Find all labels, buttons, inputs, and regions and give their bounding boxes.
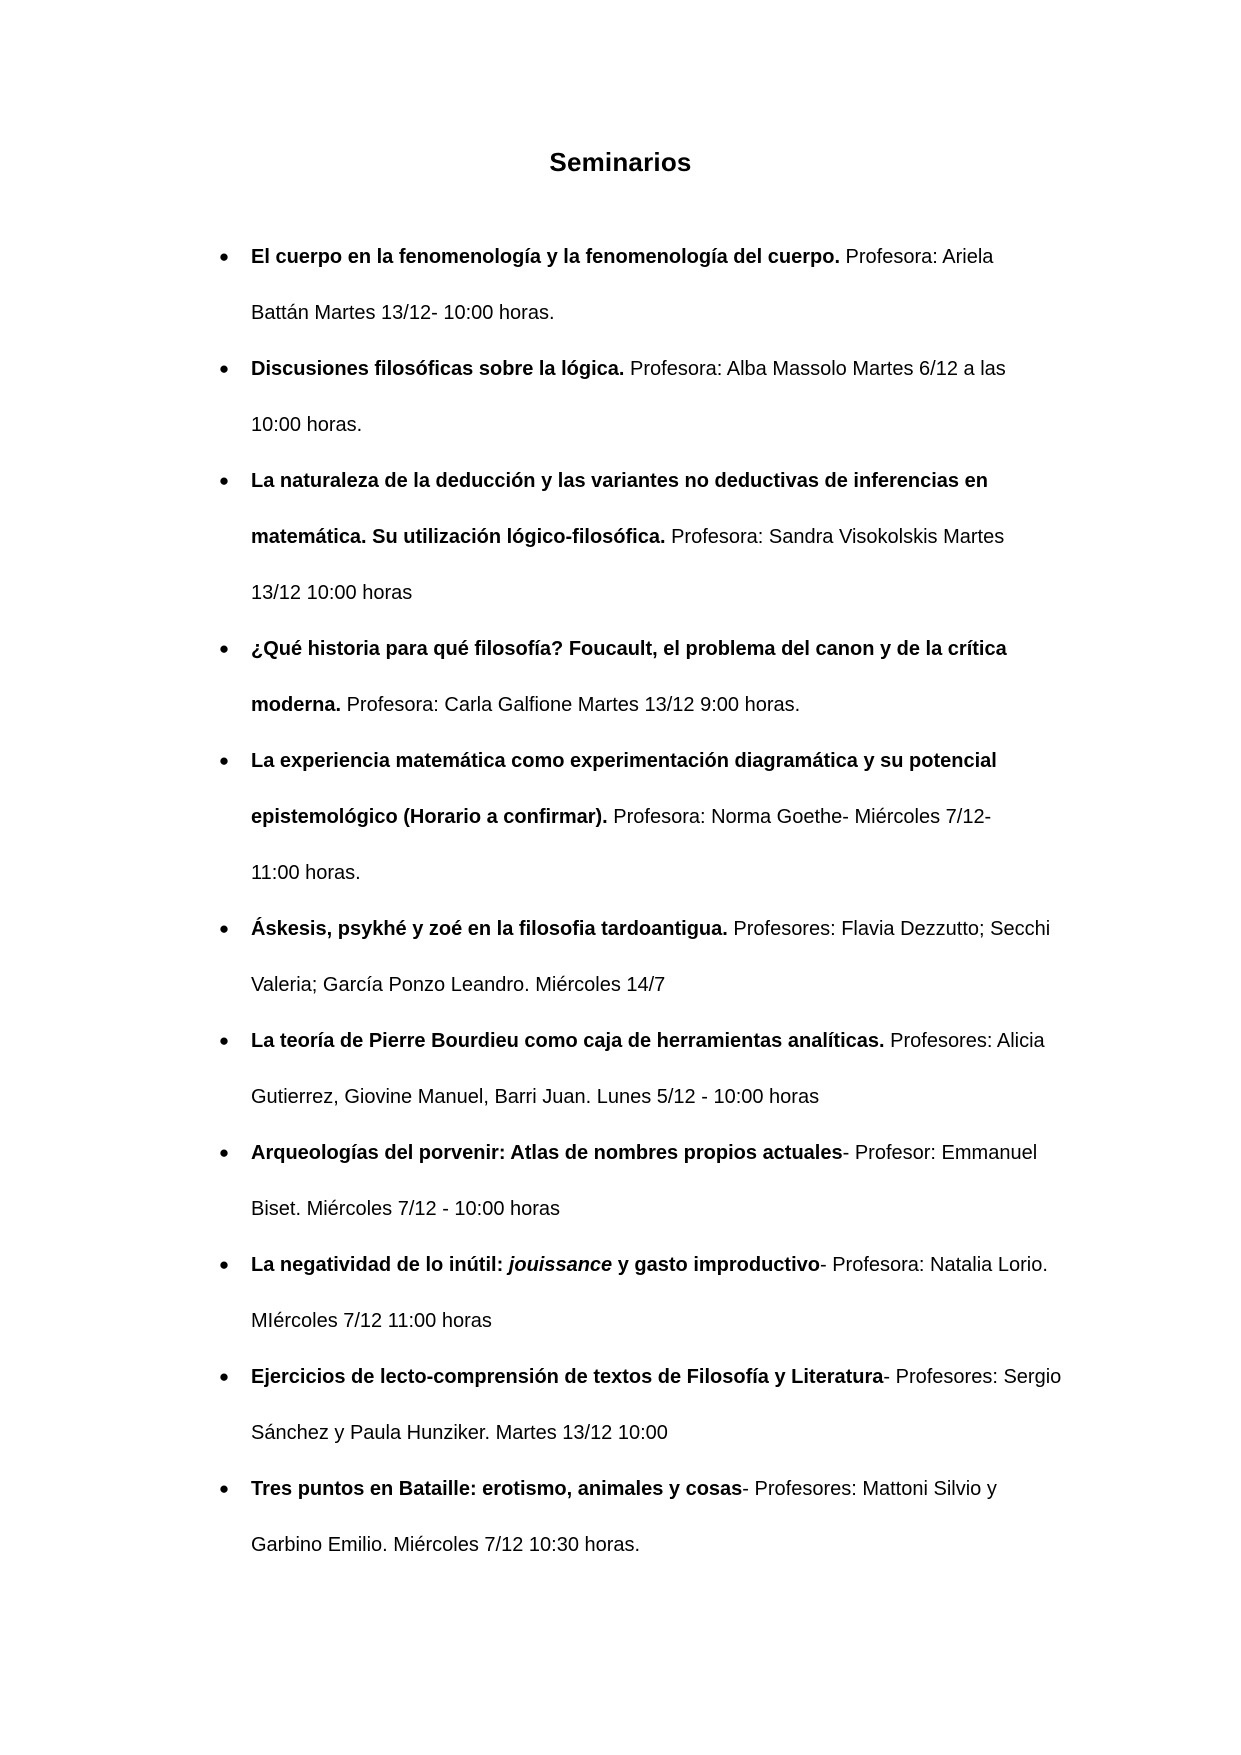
- seminar-line: [251, 285, 1241, 341]
- seminar-title-text: y gasto improductivo: [612, 1254, 820, 1276]
- seminar-detail-text: Profesora: Alba Massolo Martes 6/12 a las: [624, 358, 1006, 380]
- bullet-icon: ●: [218, 1479, 230, 1498]
- seminar-title-text: La teoría de Pierre Bourdieu como caja de herramientas analíticas.: [251, 1030, 885, 1052]
- bullet-icon: ●: [218, 471, 230, 490]
- seminar-line: [251, 341, 1241, 397]
- seminar-title-text: ¿Qué historia para qué filosofía? Foucault, el problema del canon y de la crítica: [251, 638, 1007, 660]
- seminar-detail-text: Profesora: Ariela: [840, 246, 994, 268]
- seminar-detail-text: 11:00 horas.: [251, 862, 361, 884]
- seminar-line: [251, 621, 1241, 677]
- seminar-title-text: Áskesis, psykhé y zoé en la filosofia tardoantigua.: [251, 918, 728, 940]
- page-title: Seminarios: [549, 147, 692, 177]
- seminar-item: [0, 1125, 1241, 1237]
- seminar-line: [251, 509, 1241, 565]
- seminar-detail-text: 13/12 10:00 horas: [251, 582, 413, 604]
- seminar-title-text: La experiencia matemática como experimentación diagramática y su potencial: [251, 750, 997, 772]
- seminar-detail-text: MIércoles 7/12 11:00 horas: [251, 1310, 492, 1332]
- seminar-item: [0, 453, 1241, 621]
- seminar-item: [0, 1237, 1241, 1349]
- seminar-line: [251, 565, 1241, 621]
- seminar-line: [251, 453, 1241, 509]
- seminar-line: [251, 1125, 1241, 1181]
- seminar-detail-text: Sánchez y Paula Hunziker. Martes 13/12 10:00: [251, 1422, 668, 1444]
- seminar-detail-text: Gutierrez, Giovine Manuel, Barri Juan. Lunes 5/12 - 10:00 horas: [251, 1086, 820, 1108]
- seminar-line: [251, 397, 1241, 453]
- bullet-icon: ●: [218, 1255, 230, 1274]
- seminar-detail-text: Garbino Emilio. Miércoles 7/12 10:30 horas.: [251, 1534, 641, 1556]
- bullet-icon: ●: [218, 247, 230, 266]
- seminar-line: [251, 901, 1241, 957]
- bullet-icon: ●: [218, 1031, 230, 1050]
- seminar-line: [251, 1069, 1241, 1125]
- seminar-title-text: La naturaleza de la deducción y las variantes no deductivas de inferencias en: [251, 470, 988, 492]
- seminar-title-text: Tres puntos en Bataille: erotismo, animales y cosas: [251, 1478, 743, 1500]
- seminar-line: [251, 957, 1241, 1013]
- seminar-detail-text: - Profesor: Emmanuel: [842, 1142, 1038, 1164]
- seminar-item: [0, 341, 1241, 453]
- seminar-line: [251, 1517, 1241, 1573]
- bullet-icon: ●: [218, 359, 230, 378]
- seminar-detail-text: Profesores: Flavia Dezzutto; Secchi: [727, 918, 1051, 940]
- bullet-icon: ●: [218, 751, 230, 770]
- seminar-item: [0, 1349, 1241, 1461]
- seminar-detail-text: - Profesores: Sergio: [883, 1366, 1062, 1388]
- seminar-item: [0, 1013, 1241, 1125]
- seminar-line: [251, 1181, 1241, 1237]
- seminar-detail-text: - Profesora: Natalia Lorio.: [820, 1254, 1048, 1276]
- bullet-icon: ●: [218, 919, 230, 938]
- seminar-detail-text: Profesora: Carla Galfione Martes 13/12 9:00 horas.: [341, 694, 801, 716]
- seminar-line: [251, 229, 1241, 285]
- seminar-detail-text: - Profesores: Mattoni Silvio y: [742, 1478, 997, 1500]
- seminar-detail-text: Profesora: Sandra Visokolskis Martes: [665, 526, 1005, 548]
- seminar-line: [251, 1293, 1241, 1349]
- seminar-detail-text: Valeria; García Ponzo Leandro. Miércoles 14/7: [251, 974, 666, 996]
- seminar-detail-text: 10:00 horas.: [251, 414, 363, 436]
- seminar-item: [0, 229, 1241, 341]
- seminar-detail-text: Biset. Miércoles 7/12 - 10:00 horas: [251, 1198, 561, 1220]
- seminar-title-text: La negatividad de lo inútil:: [251, 1254, 509, 1276]
- bullet-icon: ●: [218, 1367, 230, 1386]
- seminar-line: [251, 733, 1241, 789]
- seminar-item: [0, 733, 1241, 901]
- seminar-line: [251, 845, 1241, 901]
- seminar-item: [0, 901, 1241, 1013]
- seminar-title-text: matemática. Su utilización lógico-filosófica.: [251, 526, 666, 548]
- seminar-title-text: moderna.: [251, 694, 342, 716]
- seminar-title-italic-text: jouissance: [508, 1254, 613, 1276]
- seminar-title-text: El cuerpo en la fenomenología y la fenomenología del cuerpo.: [251, 246, 840, 268]
- seminar-line: [251, 1237, 1241, 1293]
- seminar-line: [251, 1013, 1241, 1069]
- seminar-line: [251, 789, 1241, 845]
- seminar-line: [251, 1461, 1241, 1517]
- bullet-icon: ●: [218, 1143, 230, 1162]
- seminar-title-text: Ejercicios de lecto-comprensión de textos de Filosofía y Literatura: [251, 1366, 884, 1388]
- bullet-icon: ●: [218, 639, 230, 658]
- seminar-line: [251, 1349, 1241, 1405]
- seminar-detail-text: Profesora: Norma Goethe- Miércoles 7/12-: [607, 806, 992, 828]
- seminar-list: [0, 229, 1241, 1573]
- seminar-title-text: Discusiones filosóficas sobre la lógica.: [251, 358, 625, 380]
- seminar-item: [0, 621, 1241, 733]
- seminar-detail-text: Battán Martes 13/12- 10:00 horas.: [251, 302, 555, 324]
- seminar-detail-text: Profesores: Alicia: [884, 1030, 1045, 1052]
- seminar-line: [251, 1405, 1241, 1461]
- seminar-line: [251, 677, 1241, 733]
- seminar-item: [0, 1461, 1241, 1573]
- seminar-title-text: Arqueologías del porvenir: Atlas de nombres propios actuales: [251, 1142, 843, 1164]
- seminar-title-text: epistemológico (Horario a confirmar).: [251, 806, 608, 828]
